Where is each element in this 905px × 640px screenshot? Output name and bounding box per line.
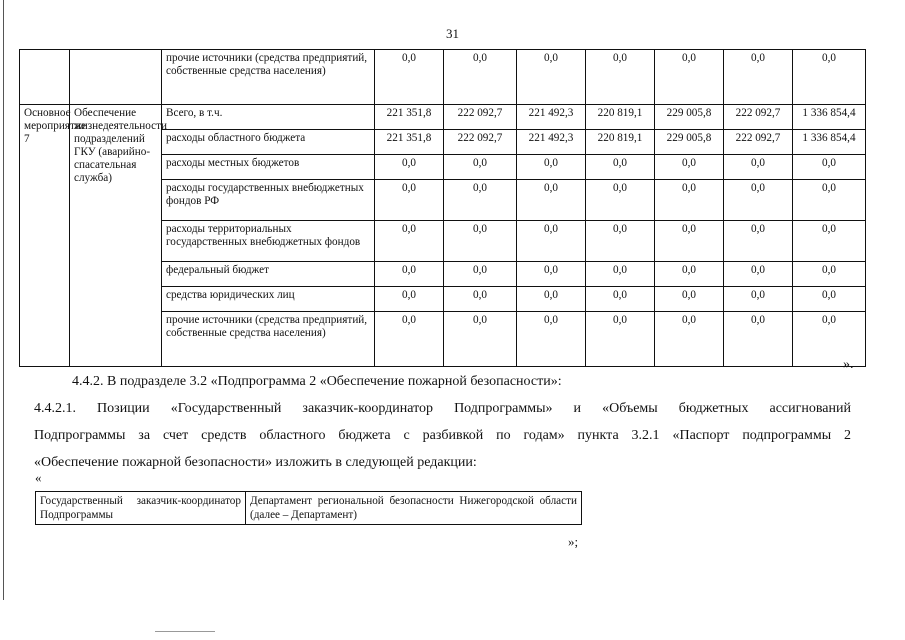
row-description: Всего, в т.ч. — [162, 105, 375, 130]
table-row — [20, 105, 866, 130]
value-cell: 0,0 — [793, 262, 866, 287]
value-cell: 221 492,3 — [517, 130, 586, 155]
value-cell: 0,0 — [655, 221, 724, 262]
row-description: расходы территориальных государственных внебюджетных фондов — [162, 221, 375, 262]
value-cell: 0,0 — [655, 155, 724, 180]
value-cell: 0,0 — [655, 50, 724, 105]
value-cell: 0,0 — [375, 312, 444, 367]
value-cell: 0,0 — [586, 312, 655, 367]
value-cell: 0,0 — [517, 180, 586, 221]
value-cell: 0,0 — [517, 287, 586, 312]
value-cell: 0,0 — [375, 221, 444, 262]
value-cell: 0,0 — [655, 312, 724, 367]
table-row — [36, 492, 582, 525]
value-cell: 0,0 — [444, 262, 517, 287]
value-cell: 0,0 — [444, 287, 517, 312]
paragraph-4-4-2-1-line-2: Подпрограммы за счет средств областного бюджета с разбивкой по годам» пункта 3.2.1 «Паспорт подпрограммы 2 — [34, 428, 851, 443]
row-description: расходы местных бюджетов — [162, 155, 375, 180]
value-cell: 0,0 — [375, 155, 444, 180]
value-cell: 0,0 — [724, 221, 793, 262]
value-cell: 0,0 — [375, 50, 444, 105]
value-cell: 0,0 — [793, 180, 866, 221]
value-cell: 0,0 — [444, 312, 517, 367]
activity-label: Основное мероприятие 7 — [20, 105, 70, 367]
value-cell: 0,0 — [655, 180, 724, 221]
paragraph-4-4-2: 4.4.2. В подразделе 3.2 «Подпрограмма 2 «Обеспечение пожарной безопасности»: — [72, 374, 562, 389]
value-cell: 229 005,8 — [655, 105, 724, 130]
value-cell: 222 092,7 — [444, 105, 517, 130]
paragraph-4-4-2-1-line-1: 4.4.2.1. Позиции «Государственный заказчик-координатор Подпрограммы» и «Объемы бюджетных ассигнований — [34, 401, 851, 416]
value-cell: 1 336 854,4 — [793, 105, 866, 130]
value-cell: 0,0 — [586, 287, 655, 312]
value-cell: 0,0 — [517, 312, 586, 367]
value-cell: 0,0 — [724, 287, 793, 312]
value-cell: 222 092,7 — [444, 130, 517, 155]
opening-quote: « — [35, 470, 42, 485]
value-cell: 0,0 — [724, 262, 793, 287]
page-left-rule — [3, 0, 4, 600]
value-cell: 222 092,7 — [724, 130, 793, 155]
value-cell: 0,0 — [724, 180, 793, 221]
empty-cell — [20, 50, 70, 105]
value-cell: 0,0 — [444, 155, 517, 180]
value-cell: 0,0 — [793, 155, 866, 180]
value-cell: 0,0 — [793, 50, 866, 105]
row-description: прочие источники (средства предприятий, собственные средства населения) — [162, 312, 375, 367]
value-cell: 0,0 — [517, 221, 586, 262]
value-cell: 0,0 — [517, 50, 586, 105]
value-cell: 229 005,8 — [655, 130, 724, 155]
value-cell: 0,0 — [586, 262, 655, 287]
value-cell: 0,0 — [517, 262, 586, 287]
table-row — [20, 50, 866, 105]
value-cell: 221 492,3 — [517, 105, 586, 130]
value-cell: 0,0 — [586, 180, 655, 221]
value-cell: 1 336 854,4 — [793, 130, 866, 155]
passport-label: Государственный заказчик-координатор Подпрограммы — [36, 492, 246, 525]
activity-name: Обеспечение жизнедеятельности подразделений ГКУ (аварийно-спасательная служба) — [70, 105, 162, 367]
ending-quote: »; — [568, 534, 579, 549]
value-cell: 222 092,7 — [724, 105, 793, 130]
paragraph-4-4-2-1-line-3: «Обеспечение пожарной безопасности» изложить в следующей редакции: — [34, 455, 477, 470]
value-cell: 0,0 — [375, 287, 444, 312]
value-cell: 220 819,1 — [586, 105, 655, 130]
value-cell: 0,0 — [375, 180, 444, 221]
value-cell: 221 351,8 — [375, 105, 444, 130]
value-cell: 220 819,1 — [586, 130, 655, 155]
value-cell: 0,0 — [586, 50, 655, 105]
row-description: прочие источники (средства предприятий, собственные средства населения) — [162, 50, 375, 105]
budget-table — [19, 49, 866, 367]
passport-value: Департамент региональной безопасности Нижегородской области (далее – Департамент) — [246, 492, 582, 525]
value-cell: 0,0 — [724, 312, 793, 367]
footnote-rule — [155, 631, 215, 632]
row-description: расходы государственных внебюджетных фондов РФ — [162, 180, 375, 221]
value-cell: 0,0 — [793, 312, 866, 367]
value-cell: 0,0 — [375, 262, 444, 287]
empty-cell — [70, 50, 162, 105]
value-cell: 221 351,8 — [375, 130, 444, 155]
value-cell: 0,0 — [655, 262, 724, 287]
value-cell: 0,0 — [586, 221, 655, 262]
value-cell: 0,0 — [793, 221, 866, 262]
passport-table — [35, 491, 582, 525]
value-cell: 0,0 — [655, 287, 724, 312]
value-cell: 0,0 — [444, 180, 517, 221]
value-cell: 0,0 — [793, 287, 866, 312]
value-cell: 0,0 — [586, 155, 655, 180]
value-cell: 0,0 — [517, 155, 586, 180]
value-cell: 0,0 — [444, 221, 517, 262]
value-cell: 0,0 — [444, 50, 517, 105]
row-description: средства юридических лиц — [162, 287, 375, 312]
value-cell: 0,0 — [724, 155, 793, 180]
row-description: расходы областного бюджета — [162, 130, 375, 155]
value-cell: 0,0 — [724, 50, 793, 105]
closing-quote: ». — [843, 357, 854, 372]
row-description: федеральный бюджет — [162, 262, 375, 287]
page-number: 31 — [446, 26, 459, 41]
